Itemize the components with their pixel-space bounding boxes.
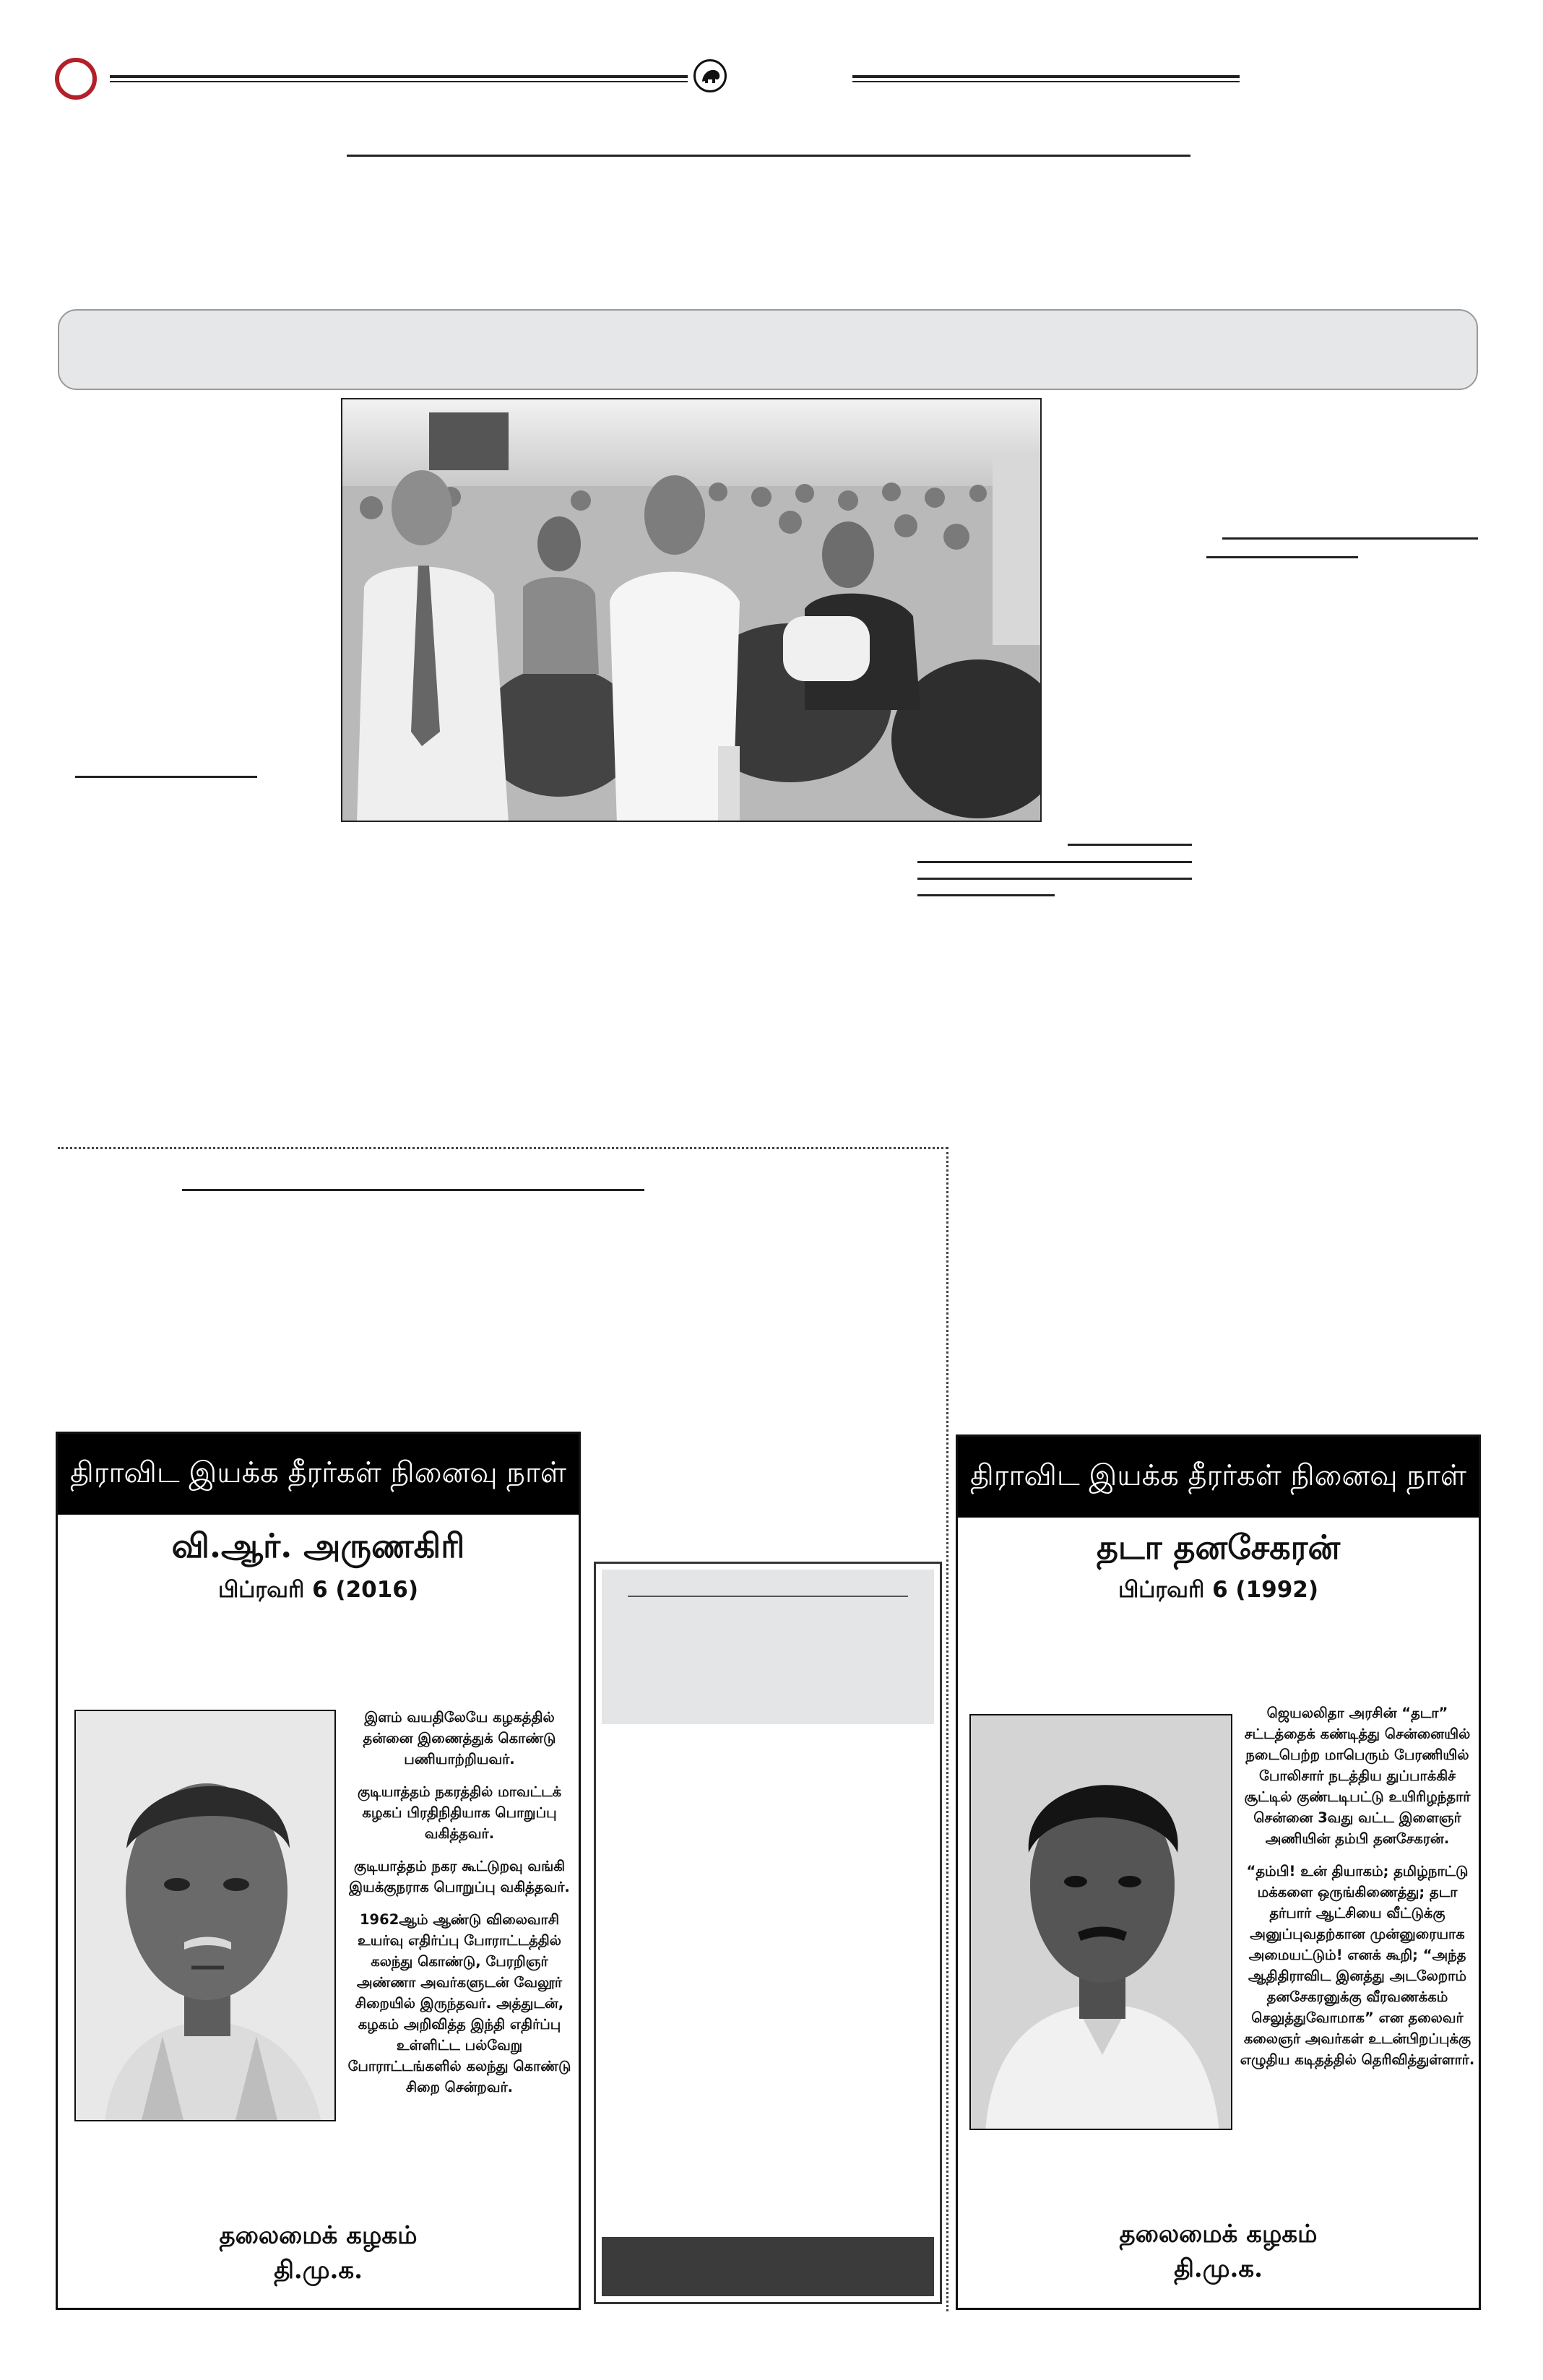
- text-underline: [1068, 844, 1192, 846]
- memorial-bio: [1238, 1702, 1477, 2082]
- signature-line2: தி.மு.க.: [274, 2256, 363, 2285]
- memorial-name: வி.ஆர். அருணகிரி: [171, 1526, 465, 1565]
- side-panel-rule: [628, 1596, 908, 1597]
- text-underline: [75, 776, 257, 778]
- signature-line1: தலைமைக் கழகம்: [219, 2221, 418, 2250]
- masthead-rule-left: [110, 75, 688, 78]
- page-number-badge: [55, 58, 97, 100]
- memorial-box: [56, 1432, 581, 2310]
- bio-paragraph: “தம்பி! உன் தியாகம்; தமிழ்நாட்டு மக்களை ஒருங்கிணைத்து; தடா தர்பார் ஆட்சியை வீட்டுக்கு அனுப்புவதற்கான முன்னுரையாக அமையட்டும்! எனக் கூறி; “அந்த ஆதிதிராவிட இனத்து அடலேறாம் தனசேகரனுக்கு வீரவணக்கம் செலுத்துவோமாக” என தலைவர் கலைஞர் அவர்கள் உடன்பிறப்புக்கு எழுதிய கடிதத்தில் தெரிவித்துள்ளார்.: [1240, 1863, 1475, 2068]
- text-underline: [917, 894, 1055, 896]
- memorial-header: திராவிட இயக்க தீரர்கள் நினைவு நாள்: [58, 1434, 579, 1515]
- masthead-rule-right: [852, 75, 1240, 78]
- article-border-right: [946, 1147, 948, 2311]
- bio-paragraph: 1962ஆம் ஆண்டு விலைவாசி உயர்வு எதிர்ப்பு போராட்டத்தில் கலந்து கொண்டு, பேரறிஞர் அண்ணா அவர்களுடன் வேலூர் சிறையில் இருந்தவர். அத்துடன், கழகம் அறிவித்த இந்தி எதிர்ப்பு உள்ளிட்ட பல்வேறு போராட்டங்களில் கலந்து கொண்டு சிறை சென்றவர்.: [347, 1911, 571, 2095]
- bio-paragraph: குடியாத்தம் நகரத்தில் மாவட்டக் கழகப் பிரதிநிதியாக பொறுப்பு வகித்தவர்.: [357, 1783, 562, 1842]
- masthead-rule-left-thin: [110, 81, 688, 82]
- emblem-icon: [693, 59, 727, 92]
- side-panel: [594, 1562, 942, 2304]
- article-border-top: [58, 1147, 948, 1149]
- signature-line1: தலைமைக் கழகம்: [1119, 2220, 1318, 2249]
- text-underline: [917, 878, 1192, 880]
- portrait-photo: [969, 1714, 1232, 2130]
- article-title-rule: [182, 1189, 644, 1191]
- side-panel-footer: [602, 2237, 934, 2296]
- bio-paragraph: ஜெயலலிதா அரசின் “தடா” சட்டத்தைக் கண்டித்து சென்னையில் நடைபெற்ற மாபெரும் பேரணியில் போலிசார் நடத்திய துப்பாக்கிச் சூட்டில் குண்டடிபட்டு உயிரிழந்தார் சென்னை 3வது வட்ட இளைஞர் அணியின் தம்பி தனசேகரன்.: [1244, 1705, 1471, 1847]
- portrait-photo: [74, 1710, 336, 2121]
- headline-banner: [58, 309, 1478, 390]
- news-photo: [341, 398, 1042, 822]
- signature-line2: தி.மு.க.: [1174, 2254, 1263, 2283]
- memorial-date: பிப்ரவரி 6 (1992): [1118, 1577, 1319, 1603]
- memorial-header: திராவிட இயக்க தீரர்கள் நினைவு நாள்: [958, 1437, 1479, 1518]
- side-panel-banner: [602, 1570, 934, 1724]
- text-underline: [1222, 537, 1478, 540]
- text-underline: [917, 861, 1192, 863]
- headline-rule: [347, 155, 1190, 157]
- memorial-name: தடா தனசேகரன்: [1096, 1528, 1341, 1567]
- bio-paragraph: இளம் வயதிலேயே கழகத்தில் தன்னை இணைத்துக் கொண்டு பணியாற்றியவர்.: [363, 1709, 556, 1767]
- memorial-date: பிப்ரவரி 6 (2016): [217, 1577, 419, 1603]
- text-underline: [1206, 556, 1358, 558]
- bio-paragraph: குடியாத்தம் நகர கூட்டுறவு வங்கி இயக்குநராக பொறுப்பு வகித்தவர்.: [349, 1858, 570, 1895]
- masthead-rule-right-thin: [852, 81, 1240, 82]
- memorial-bio: [343, 1707, 576, 2109]
- memorial-box: [956, 1435, 1481, 2310]
